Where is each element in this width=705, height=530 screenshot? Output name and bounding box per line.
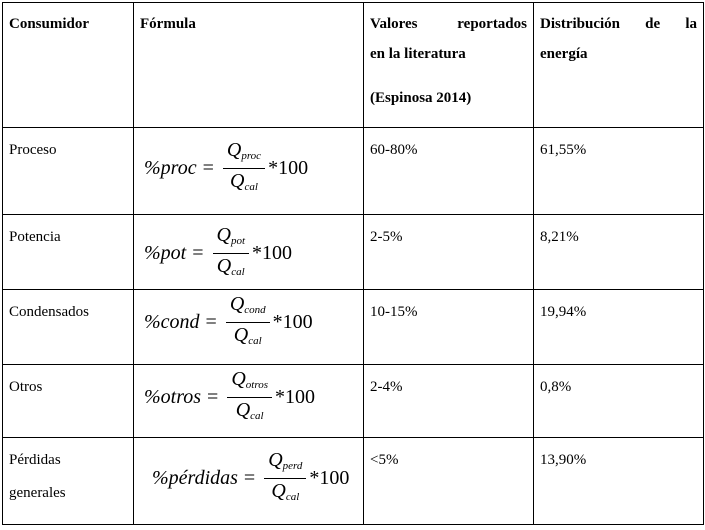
header-reported-line1: Valores reportados [370,16,527,32]
header-consumer: Consumidor [3,3,134,128]
distribution-cell: 8,21% [534,215,704,290]
distribution-cell: 61,55% [534,128,704,215]
header-formula: Fórmula [134,3,364,128]
formula-lhs: %otros [144,386,202,408]
formula-cell [134,290,364,365]
formula-fraction: $\frac{Q_{cond}}{Q_{cal}}$ [226,292,270,353]
formula-multiplier: *100 [309,467,350,489]
formula-lhs: %pérdidas [152,467,238,489]
consumer-line1: Pérdidas [9,452,61,468]
table-header-row [3,3,704,128]
formula-multiplier: *100 [272,311,313,333]
distribution-cell: 13,90% [534,438,704,525]
formula-fraction: $\frac{Q_{otros}}{Q_{cal}}$ [227,367,272,428]
formula-multiplier: *100 [268,157,309,179]
energy-distribution-table [2,2,704,525]
reported-value-cell: 60-80% [364,128,534,215]
formula-cell [134,365,364,438]
formula: %pérdidas = $\frac{Q_{perd}}{Q_{cal}}$ *100 [152,448,349,509]
distribution-cell: 19,94% [534,290,704,365]
reported-value-cell: 10-15% [364,290,534,365]
consumer-cell: Proceso [3,128,134,215]
header-reported-values [364,3,534,128]
formula-lhs: %proc [144,157,197,179]
formula-fraction: $\frac{Q_{perd}}{Q_{cal}}$ [264,448,306,509]
table-row [3,215,704,290]
distribution-cell: 0,8% [534,365,704,438]
header-reported-line2: en la literatura [370,46,466,62]
table-row [3,290,704,365]
formula-multiplier: *100 [275,386,315,408]
formula-multiplier: *100 [252,242,293,264]
formula: %proc = $\frac{Q_{proc}}{Q_{cal}}$ *100 [144,138,308,199]
formula: %otros = $\frac{Q_{otros}}{Q_{cal}}$ *100 [144,367,315,428]
formula-lhs: %pot [144,242,187,264]
consumer-cell: Potencia [3,215,134,290]
reported-value-cell: <5% [364,438,534,525]
formula-fraction: $\frac{Q_{pot}}{Q_{cal}}$ [213,223,250,284]
reported-value-cell: 2-4% [364,365,534,438]
formula-cell [134,128,364,215]
formula-cell [134,215,364,290]
reported-value-cell: 2-5% [364,215,534,290]
formula-fraction: $\frac{Q_{proc}}{Q_{cal}}$ [223,138,265,199]
header-reported-line3: (Espinosa 2014) [370,90,472,106]
formula: %cond = $\frac{Q_{cond}}{Q_{cal}}$ *100 [144,292,313,353]
table-row [3,438,704,525]
formula-lhs: %cond [144,311,200,333]
consumer-cell [3,438,134,525]
consumer-cell: Otros [3,365,134,438]
table-row [3,128,704,215]
header-energy-distribution [534,3,704,128]
consumer-line2: generales [9,485,66,501]
header-distribution-line2: energía [540,46,588,62]
formula-cell [134,438,364,525]
consumer-cell: Condensados [3,290,134,365]
formula: %pot = $\frac{Q_{pot}}{Q_{cal}}$ *100 [144,223,292,284]
header-distribution-line1: Distribución de la [540,16,697,32]
table-row [3,365,704,438]
